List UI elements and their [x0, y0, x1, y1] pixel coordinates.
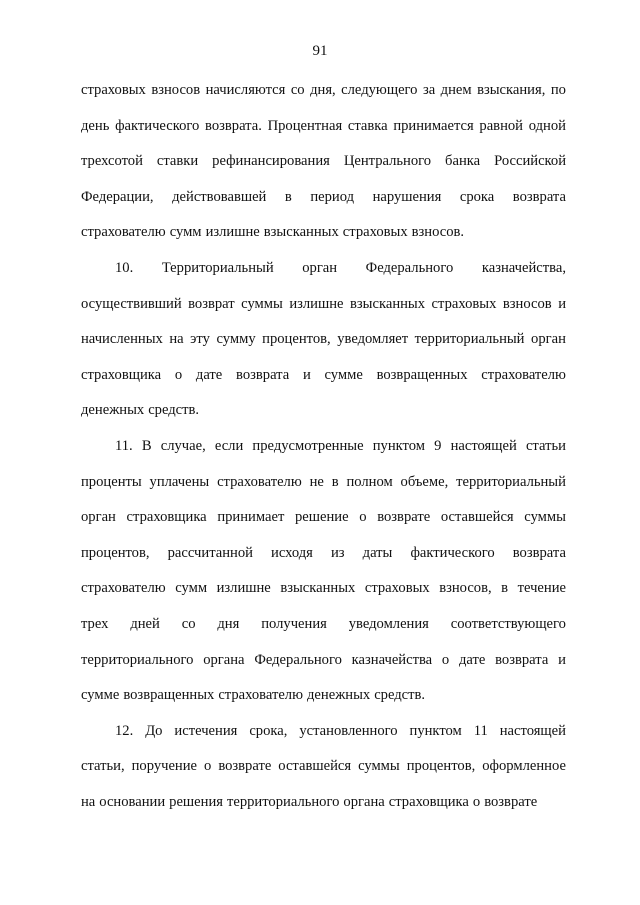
text-line: трех дней со дня получения уведомления соответствующего [81, 615, 566, 632]
text-line: страховщика о дате возврата и сумме возвращенных страхователю [81, 366, 566, 383]
text-line: начисленных на эту сумму процентов, уведомляет территориальный орган [81, 331, 566, 348]
paragraph [81, 433, 566, 718]
text-line: сумме возвращенных страхователю денежных средств. [81, 687, 426, 704]
text-line: денежных средств. [81, 402, 200, 419]
text-line: страховых взносов начисляются со дня, следующего за днем взыскания, по [81, 82, 566, 98]
text-line: проценты уплачены страхователю не в полном объеме, территориальный [81, 473, 566, 490]
text-line: процентов, рассчитанной исходя из даты фактического возврата [81, 544, 566, 561]
text-line: статьи, поручение о возврате оставшейся суммы процентов, оформленное [81, 758, 566, 775]
page-number: 91 [312, 43, 328, 59]
text-line: осуществивший возврат суммы излишне взысканных страховых взносов и [81, 295, 566, 312]
text-line: 10. Территориальный орган Федерального казначейства, [115, 259, 566, 276]
text-line: трехсотой ставки рефинансирования Центрального банка Российской [81, 153, 566, 170]
text-line: орган страховщика принимает решение о возврате оставшейся суммы [81, 509, 566, 526]
text-line: территориального органа Федерального казначейства о дате возврата и [81, 651, 566, 668]
text-line: на основании решения территориального органа страховщика о возврате [81, 793, 538, 810]
text-line: 11. В случае, если предусмотренные пунктом 9 настоящей статьи [115, 437, 566, 454]
text-line: 12. До истечения срока, установленного пунктом 11 настоящей [115, 722, 566, 739]
paragraph [81, 77, 566, 255]
text-line: страхователю сумм излишне взысканных страховых взносов, в течение [81, 580, 566, 597]
document-body [81, 77, 566, 824]
text-line: день фактического возврата. Процентная ставка принимается равной одной [81, 117, 566, 134]
paragraph [81, 718, 566, 825]
text-line: страхователю сумм излишне взысканных страховых взносов. [81, 224, 465, 241]
paragraph [81, 255, 566, 433]
text-line: Федерации, действовавшей в период нарушения срока возврата [81, 188, 566, 205]
